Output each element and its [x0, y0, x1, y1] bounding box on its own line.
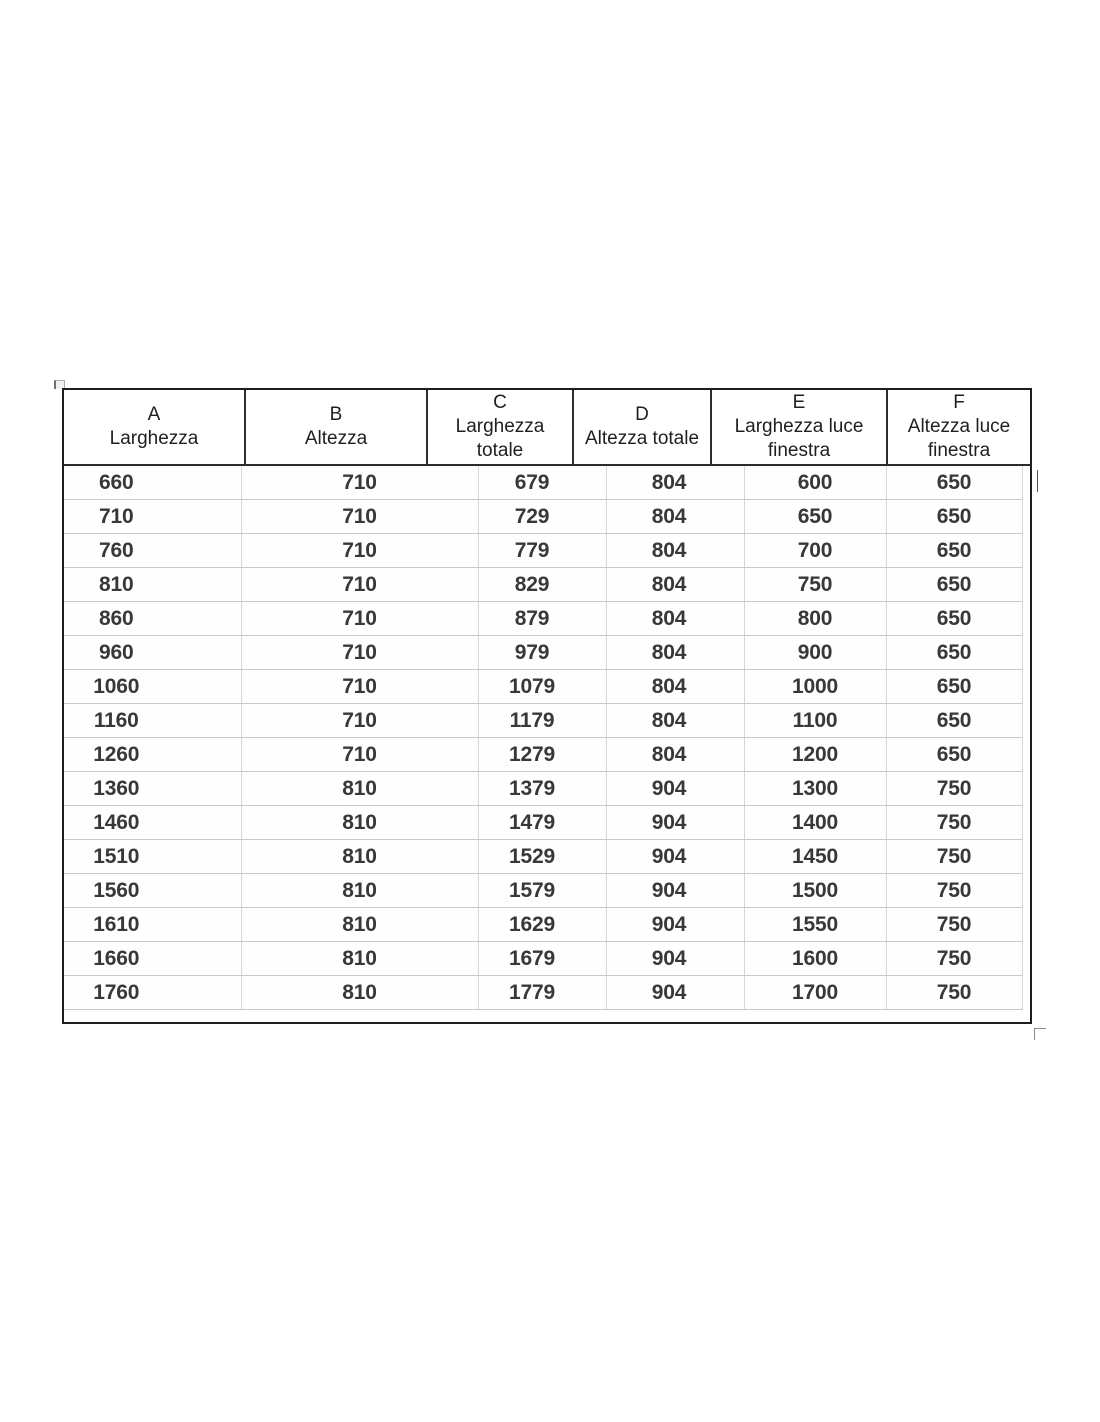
cell: 650: [886, 704, 1022, 738]
cell: 804: [606, 568, 744, 602]
cell: 904: [606, 806, 744, 840]
cell: 1479: [478, 806, 606, 840]
cell: 1160: [64, 704, 241, 738]
cell: 1510: [64, 840, 241, 874]
header-row: [64, 390, 1030, 465]
cell: 804: [606, 466, 744, 500]
table-row: [64, 976, 1022, 1010]
cell: 860: [64, 602, 241, 636]
column-label: Larghezza luce finestra: [734, 416, 864, 461]
header-cell-c: [427, 390, 573, 465]
cell: 700: [744, 534, 886, 568]
cell: 710: [241, 738, 478, 772]
cell: 829: [478, 568, 606, 602]
cell: 710: [241, 670, 478, 704]
cell: 810: [241, 806, 478, 840]
cell: 750: [886, 874, 1022, 908]
table-row: [64, 772, 1022, 806]
cell: 750: [886, 908, 1022, 942]
cell: 804: [606, 500, 744, 534]
table-row: [64, 500, 1022, 534]
cell: 904: [606, 840, 744, 874]
cell: 1000: [744, 670, 886, 704]
header-cell-a: [64, 390, 245, 465]
cell: 650: [886, 738, 1022, 772]
cell: 904: [606, 772, 744, 806]
table-body: [64, 466, 1022, 1010]
cell: 1400: [744, 806, 886, 840]
table-data: [64, 466, 1023, 1010]
dimensions-table: [62, 388, 1032, 1024]
cell: 810: [241, 976, 478, 1010]
cell: 710: [241, 636, 478, 670]
cell: 750: [886, 976, 1022, 1010]
column-letter: C: [493, 392, 507, 413]
cell: 810: [241, 772, 478, 806]
header-cell-d: [573, 390, 711, 465]
header-cell-f: [887, 390, 1030, 465]
header-cell-e: [711, 390, 887, 465]
table-row: [64, 602, 1022, 636]
table-row: [64, 840, 1022, 874]
cell: 810: [241, 840, 478, 874]
cell: 804: [606, 704, 744, 738]
cell: 1079: [478, 670, 606, 704]
cell: 1700: [744, 976, 886, 1010]
cell: 1379: [478, 772, 606, 806]
cell: 904: [606, 874, 744, 908]
cell: 650: [886, 670, 1022, 704]
table-resize-handle-icon[interactable]: [1034, 1028, 1046, 1040]
cell: 1679: [478, 942, 606, 976]
cell: 1100: [744, 704, 886, 738]
cell: 729: [478, 500, 606, 534]
cell: 710: [241, 534, 478, 568]
cell: 804: [606, 738, 744, 772]
cell: 650: [886, 602, 1022, 636]
cell: 779: [478, 534, 606, 568]
cell: 750: [886, 840, 1022, 874]
cell: 1179: [478, 704, 606, 738]
cell: 750: [886, 942, 1022, 976]
cell: 804: [606, 534, 744, 568]
cell: 710: [241, 500, 478, 534]
table-row: [64, 908, 1022, 942]
table-row: [64, 534, 1022, 568]
cell: 904: [606, 908, 744, 942]
cell: 804: [606, 636, 744, 670]
cell: 1279: [478, 738, 606, 772]
cell: 1660: [64, 942, 241, 976]
cell: 660: [64, 466, 241, 500]
cell: 1760: [64, 976, 241, 1010]
cell: 1779: [478, 976, 606, 1010]
cell: 650: [886, 568, 1022, 602]
table-row: [64, 636, 1022, 670]
cell: 1550: [744, 908, 886, 942]
table-row: [64, 568, 1022, 602]
cell: 1450: [744, 840, 886, 874]
cell: 710: [241, 568, 478, 602]
cell: 1579: [478, 874, 606, 908]
cell: 804: [606, 602, 744, 636]
column-letter: D: [635, 404, 649, 425]
cell: 1300: [744, 772, 886, 806]
cell: 810: [241, 874, 478, 908]
cell: 979: [478, 636, 606, 670]
cell: 650: [886, 500, 1022, 534]
column-label: Altezza totale: [584, 428, 700, 449]
cell: 750: [886, 772, 1022, 806]
column-letter: B: [329, 404, 343, 425]
cell: 1600: [744, 942, 886, 976]
cell: 1629: [478, 908, 606, 942]
cell: 1610: [64, 908, 241, 942]
cell: 900: [744, 636, 886, 670]
table-row: [64, 874, 1022, 908]
table-row: [64, 466, 1022, 500]
table-row: [64, 942, 1022, 976]
column-label: Larghezza totale: [455, 416, 545, 461]
table-row: [64, 738, 1022, 772]
cell: 960: [64, 636, 241, 670]
cell: 750: [744, 568, 886, 602]
cell: 804: [606, 670, 744, 704]
cell: 1260: [64, 738, 241, 772]
cell: 650: [886, 636, 1022, 670]
column-label: Altezza luce finestra: [907, 416, 1011, 461]
cell: 710: [64, 500, 241, 534]
cell: 810: [241, 908, 478, 942]
cell: 1560: [64, 874, 241, 908]
cell: 1200: [744, 738, 886, 772]
cell: 904: [606, 942, 744, 976]
column-letter: A: [147, 404, 161, 425]
table-row: [64, 704, 1022, 738]
cell: 600: [744, 466, 886, 500]
cell: 650: [886, 466, 1022, 500]
cell: 1529: [478, 840, 606, 874]
text-cursor-mark: [1037, 470, 1038, 492]
cell: 650: [744, 500, 886, 534]
cell: 1500: [744, 874, 886, 908]
column-label: Altezza: [304, 428, 368, 449]
column-label: Larghezza: [109, 428, 199, 449]
cell: 1460: [64, 806, 241, 840]
cell: 710: [241, 704, 478, 738]
cell: 1060: [64, 670, 241, 704]
cell: 810: [241, 942, 478, 976]
header-cell-b: [245, 390, 427, 465]
cell: 710: [241, 466, 478, 500]
table-row: [64, 806, 1022, 840]
cell: 810: [64, 568, 241, 602]
cell: 679: [478, 466, 606, 500]
cell: 650: [886, 534, 1022, 568]
cell: 904: [606, 976, 744, 1010]
cell: 750: [886, 806, 1022, 840]
table-row: [64, 670, 1022, 704]
cell: 1360: [64, 772, 241, 806]
cell: 879: [478, 602, 606, 636]
cell: 710: [241, 602, 478, 636]
table-header: [64, 390, 1030, 466]
column-letter: F: [953, 392, 965, 413]
cell: 800: [744, 602, 886, 636]
column-letter: E: [792, 392, 806, 413]
cell: 760: [64, 534, 241, 568]
